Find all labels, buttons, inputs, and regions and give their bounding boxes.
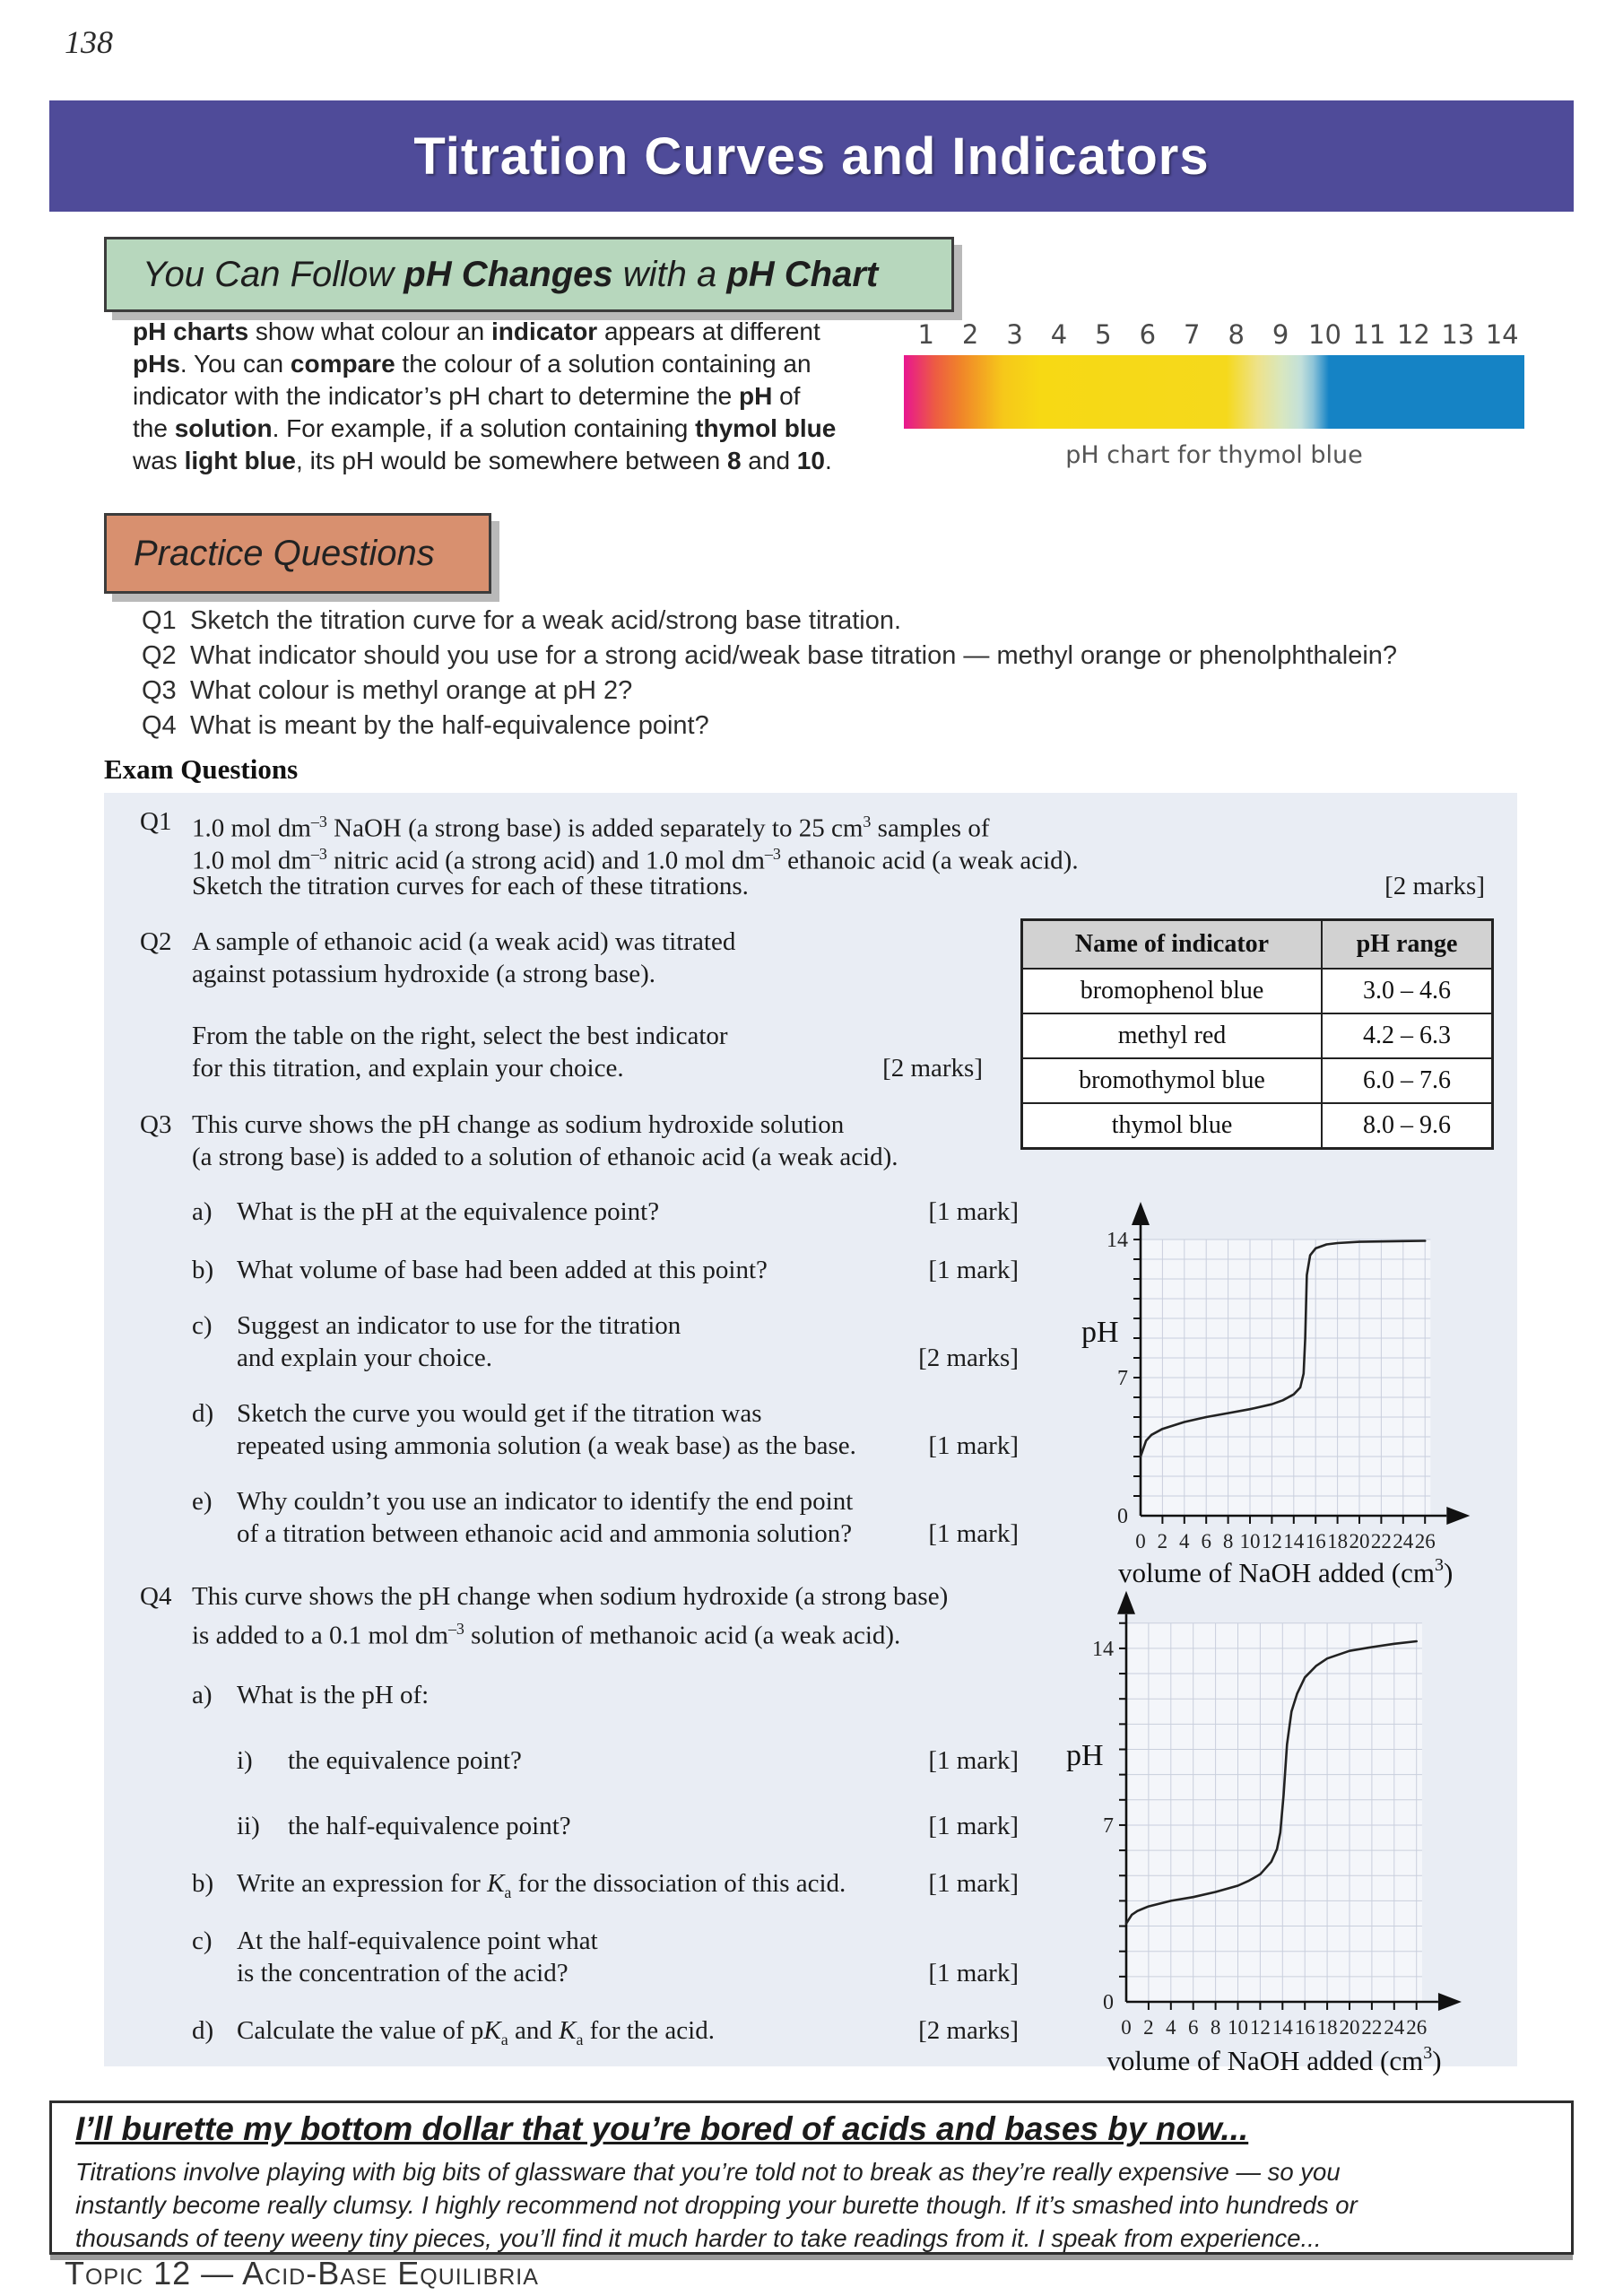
- question-part-text: Write an expression for $K_a$ for the dissociation of this acid.: [237, 1869, 846, 1901]
- practice-questions-list: [142, 606, 1541, 746]
- svg-text:7: 7: [1103, 1813, 1114, 1838]
- intro-paragraph: [133, 316, 922, 477]
- marks-label: [1 mark]: [928, 1256, 1019, 1284]
- marks-label: [1 mark]: [928, 1746, 1019, 1775]
- marks-label: [1 mark]: [928, 1431, 1019, 1460]
- practice-questions-heading: Practice Questions: [134, 533, 435, 573]
- intro-line: the solution. For example, if a solution containing thymol blue: [133, 414, 837, 442]
- titration-curve-svg: [1045, 1589, 1533, 2084]
- svg-text:0: 0: [1103, 1991, 1114, 2014]
- ph-scale-tick: 10: [1308, 319, 1341, 350]
- question-part-text: the equivalence point?: [288, 1746, 522, 1775]
- indicator-table: [1020, 918, 1494, 1150]
- question-number: Q3: [142, 676, 177, 705]
- question-part-text: Sketch the curve you would get if the titration was: [237, 1399, 762, 1428]
- page-number: 138: [65, 24, 113, 60]
- svg-text:pH: pH: [1081, 1316, 1119, 1349]
- ph-scale-tick: 4: [1050, 319, 1068, 350]
- question-text: Sketch the titration curves for each of these titrations.: [192, 872, 749, 900]
- marks-label: [1 mark]: [928, 1812, 1019, 1840]
- question-part-label: c): [192, 1311, 213, 1340]
- question-text: What colour is methyl orange at pH 2?: [190, 676, 633, 705]
- question-text: against potassium hydroxide (a strong base).: [192, 960, 656, 988]
- question-number: Q2: [142, 641, 177, 670]
- svg-text:18: 18: [1327, 1530, 1349, 1552]
- svg-text:volume of NaOH added (cm3): volume of NaOH added $(cm^3)$: [1107, 2043, 1442, 2076]
- ph-range: 3.0 – 4.6: [1322, 969, 1493, 1013]
- joke-line: Titrations involve playing with big bits of glassware that you’re told not to break as they’re really expensive — so you: [75, 2158, 1341, 2186]
- svg-text:24: 24: [1393, 1530, 1414, 1552]
- svg-text:22: 22: [1370, 1530, 1392, 1552]
- svg-text:8: 8: [1210, 2016, 1221, 2039]
- question-number: Q2: [140, 927, 172, 956]
- svg-text:6: 6: [1187, 2016, 1199, 2039]
- svg-text:24: 24: [1384, 2016, 1405, 2039]
- indicator-name: thymol blue: [1022, 1103, 1323, 1149]
- exam-questions-heading: Exam Questions: [104, 753, 299, 785]
- ph-scale-tick: 12: [1396, 319, 1430, 350]
- joke-title: I’ll burette my bottom dollar that you’re bored of acids and bases by now...: [75, 2110, 1249, 2147]
- topic-footer: Topic 12 — Acid-Base Equilibria: [65, 2255, 539, 2292]
- marks-label: [2 marks]: [918, 1344, 1019, 1372]
- table-header: pH range: [1322, 920, 1493, 970]
- table-row: [1022, 1058, 1493, 1103]
- section-heading-box: [104, 237, 954, 312]
- joke-line: thousands of teeny weeny tiny pieces, you’ll find it much harder to take readings from it. I speak from experience...: [75, 2224, 1322, 2252]
- svg-text:6: 6: [1201, 1530, 1211, 1552]
- question-part-label: c): [192, 1926, 213, 1955]
- page-title-banner: [49, 100, 1574, 212]
- question-text: A sample of ethanoic acid (a weak acid) was titrated: [192, 927, 736, 956]
- joke-line: instantly become really clumsy. I highly recommend not dropping your burette though. If it’s smashed into hundreds or: [75, 2191, 1358, 2219]
- question-part-label: b): [192, 1869, 214, 1898]
- svg-text:pH: pH: [1066, 1739, 1104, 1772]
- marks-label: [1 mark]: [928, 1869, 1019, 1898]
- question-part-text: of a titration between ethanoic acid and ammonia solution?: [237, 1519, 853, 1548]
- ph-scale-tick: 14: [1485, 319, 1519, 350]
- intro-line: indicator with the indicator’s pH chart to determine the pH of: [133, 382, 801, 410]
- question-text: 1.0 mol $dm^{-3}$ NaOH (a strong base) is added separately to 25 $cm^3$ samples of: [192, 813, 990, 843]
- intro-line: was light blue, its pH would be somewhere between 8 and 10.: [133, 447, 832, 474]
- question-part-text: and explain your choice.: [237, 1344, 493, 1372]
- svg-text:16: 16: [1294, 2016, 1315, 2039]
- marks-label: [1 mark]: [928, 1959, 1019, 1987]
- svg-text:4: 4: [1166, 2016, 1176, 2039]
- svg-text:22: 22: [1361, 2016, 1383, 2039]
- svg-text:26: 26: [1414, 1530, 1436, 1552]
- marks-label: [1 mark]: [928, 1197, 1019, 1226]
- question-part-label: d): [192, 2016, 214, 2045]
- svg-text:8: 8: [1222, 1530, 1234, 1552]
- ph-scale-numbers: [904, 319, 1524, 350]
- question-part-text: Suggest an indicator to use for the titration: [237, 1311, 681, 1340]
- practice-question: [142, 676, 1541, 711]
- question-part-label: e): [192, 1487, 213, 1516]
- svg-text:16: 16: [1305, 1530, 1326, 1552]
- svg-text:10: 10: [1228, 2016, 1248, 2039]
- ph-scale-tick: 13: [1441, 319, 1475, 350]
- svg-text:volume of NaOH added (cm3): volume of NaOH added $(cm^3)$: [1118, 1555, 1454, 1588]
- question-part-text: the half-equivalence point?: [288, 1812, 571, 1840]
- table-header-row: [1022, 920, 1493, 970]
- indicator-name: bromophenol blue: [1022, 969, 1323, 1013]
- question-text: From the table on the right, select the best indicator: [192, 1022, 728, 1050]
- marks-label: [2 marks]: [882, 1054, 983, 1083]
- ph-chart-figure: [904, 319, 1524, 469]
- question-part-text: What is the pH at the equivalence point?: [237, 1197, 660, 1226]
- question-part-text: Calculate the value of $pK_a$ and $K_a$ for the acid.: [237, 2016, 715, 2048]
- ph-scale-tick: 6: [1139, 319, 1157, 350]
- section-heading: You Can Follow pH Changes with a pH Chart: [143, 254, 879, 294]
- question-number: Q3: [140, 1110, 172, 1139]
- question-text: is added to a 0.1 mol $dm^{-3}$ solution of methanoic acid (a weak acid).: [192, 1620, 901, 1650]
- svg-text:2: 2: [1157, 1530, 1168, 1552]
- marks-label: [1 mark]: [928, 1519, 1019, 1548]
- ph-scale-tick: 1: [917, 319, 934, 350]
- ph-scale-tick: 9: [1271, 319, 1289, 350]
- ph-range: 4.2 – 6.3: [1322, 1013, 1493, 1058]
- question-part-text: Why couldn’t you use an indicator to identify the end point: [237, 1487, 854, 1516]
- ph-chart-caption: pH chart for thymol blue: [1065, 441, 1363, 469]
- ph-gradient-bar: [904, 355, 1524, 429]
- question-part-text: At the half-equivalence point what: [237, 1926, 598, 1955]
- practice-question: [142, 641, 1541, 676]
- question-text: Sketch the titration curve for a weak acid/strong base titration.: [190, 606, 902, 635]
- svg-text:14: 14: [1271, 2016, 1293, 2039]
- svg-text:14: 14: [1107, 1229, 1128, 1252]
- svg-text:26: 26: [1406, 2016, 1428, 2039]
- ph-scale-tick: 11: [1352, 319, 1386, 350]
- practice-question: [142, 606, 1541, 641]
- svg-text:20: 20: [1339, 2016, 1360, 2039]
- indicator-name: bromothymol blue: [1022, 1058, 1323, 1103]
- joke-box: [49, 2100, 1574, 2255]
- titration-curve-svg: [1058, 1162, 1547, 1597]
- table-header: Name of indicator: [1022, 920, 1323, 970]
- table-row: [1022, 1013, 1493, 1058]
- ph-scale-tick: 3: [1006, 319, 1023, 350]
- question-part-label: ii): [237, 1812, 260, 1840]
- ph-scale-tick: 5: [1095, 319, 1112, 350]
- question-part-text: What is the pH of:: [237, 1681, 430, 1709]
- question-number: Q1: [140, 807, 172, 836]
- question-text: for this titration, and explain your choice.: [192, 1054, 624, 1083]
- question-part-text: is the concentration of the acid?: [237, 1959, 568, 1987]
- ph-scale-tick: 2: [961, 319, 979, 350]
- indicator-name: methyl red: [1022, 1013, 1323, 1058]
- svg-text:14: 14: [1092, 1637, 1114, 1661]
- practice-questions-heading-box: [104, 513, 491, 594]
- question-text: What indicator should you use for a strong acid/weak base titration — methyl orange or phenolphthalein?: [190, 641, 1398, 670]
- ph-scale-tick: 7: [1184, 319, 1201, 350]
- question-text: This curve shows the pH change when sodium hydroxide (a strong base): [192, 1582, 949, 1611]
- question-part-label: b): [192, 1256, 214, 1284]
- question-part-text: What volume of base had been added at this point?: [237, 1256, 768, 1284]
- intro-line: pH charts show what colour an indicator appears at different: [133, 317, 820, 345]
- question-number: Q1: [142, 606, 177, 635]
- ph-range: 8.0 – 9.6: [1322, 1103, 1493, 1149]
- svg-text:0: 0: [1135, 1530, 1146, 1552]
- page-title: Titration Curves and Indicators: [413, 126, 1210, 186]
- titration-curve-graph-q4: [1045, 1589, 1533, 2089]
- ph-range: 6.0 – 7.6: [1322, 1058, 1493, 1103]
- svg-text:4: 4: [1179, 1530, 1190, 1552]
- ph-scale-tick: 8: [1228, 319, 1245, 350]
- table-row: [1022, 969, 1493, 1013]
- svg-text:10: 10: [1239, 1530, 1261, 1552]
- titration-curve-graph-q3: [1058, 1162, 1547, 1602]
- question-part-label: a): [192, 1681, 213, 1709]
- question-part-text: repeated using ammonia solution (a weak base) as the base.: [237, 1431, 856, 1460]
- question-text: This curve shows the pH change as sodium hydroxide solution: [192, 1110, 845, 1139]
- question-part-label: d): [192, 1399, 214, 1428]
- marks-label: [2 marks]: [918, 2016, 1019, 2045]
- svg-text:18: 18: [1316, 2016, 1338, 2039]
- question-text: 1.0 mol $dm^{-3}$ nitric acid (a strong acid) and 1.0 mol $dm^{-3}$ ethanoic acid (a weak acid).: [192, 845, 1079, 875]
- intro-line: pHs. You can compare the colour of a solution containing an: [133, 350, 812, 378]
- question-text: (a strong base) is added to a solution of ethanoic acid (a weak acid).: [192, 1143, 898, 1171]
- practice-question: [142, 711, 1541, 746]
- svg-text:12: 12: [1249, 2016, 1271, 2039]
- question-part-label: i): [237, 1746, 253, 1775]
- svg-text:12: 12: [1261, 1530, 1282, 1552]
- question-number: Q4: [140, 1582, 172, 1611]
- question-number: Q4: [142, 711, 177, 740]
- svg-text:7: 7: [1117, 1367, 1128, 1390]
- question-part-label: a): [192, 1197, 213, 1226]
- svg-text:2: 2: [1143, 2016, 1154, 2039]
- marks-label: [2 marks]: [1384, 872, 1485, 900]
- svg-text:14: 14: [1283, 1530, 1305, 1552]
- svg-text:20: 20: [1349, 1530, 1370, 1552]
- svg-text:0: 0: [1117, 1505, 1128, 1528]
- svg-text:0: 0: [1121, 2016, 1132, 2039]
- table-row: [1022, 1103, 1493, 1149]
- question-text: What is meant by the half-equivalence point?: [190, 711, 709, 740]
